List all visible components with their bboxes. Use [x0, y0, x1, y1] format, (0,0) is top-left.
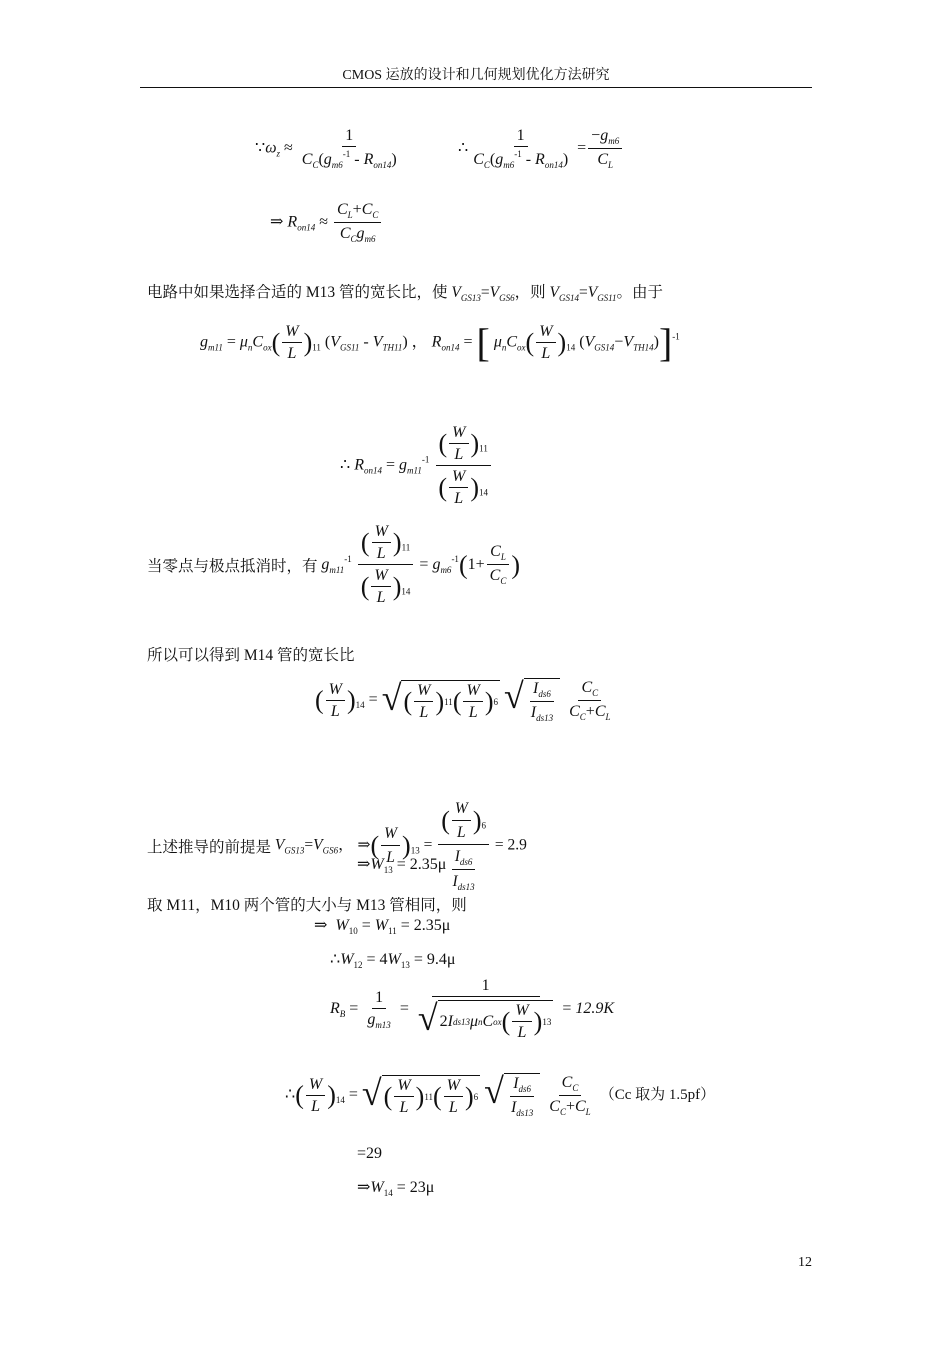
value-w12: 9.4μ — [426, 951, 456, 968]
value-rb: 12.9K — [575, 1000, 615, 1018]
equation-ron14-ratio: ∴ $R_{on14} = g_{m11}^{-1}$ ( $\frac{W}{L}$ )$_{11}$ ( $\frac{W}{L}$ )$_{14}$ — [340, 425, 493, 507]
page-number: 12 — [798, 1255, 812, 1270]
paragraph-width-selection: 电路中如果选择合适的 M13 管的宽长比，使 $V_{GS13}=V_{GS6}$，则 $V_{GS14}=V_{GS11}$。由于 — [147, 284, 664, 303]
equation-wl14: ( $\frac{W}{L}$ )$_{14}$ = √ ( $\frac{W}{L}$ ) 11 ( $\frac{W}{L}$ ) 6 √ $\frac{I_{ds6}}{I_{ds13}}$ $\frac{C_C}{C_C+C_L}$ — [315, 676, 611, 723]
equation-rb: $R_B$ = $\frac{1}{g_{m13}}$ = 1 √ 2 I ds13 μ n C ox ( $\frac{W}{L}$ ) 13 = 12.9K — [330, 977, 615, 1041]
paragraph-text: ，则 — [514, 284, 546, 301]
equation-wl14-final: ∴( $\frac{W}{L}$ )$_{14}$ = √ ( $\frac{W}{L}$ ) 11 ( $\frac{W}{L}$ ) 6 √ $\frac{I_{ds6}}{I_{ds13}}$ $\frac{C_C}{C_C+C_L}$ （Cc 取为 1.5pf） — [285, 1071, 716, 1118]
paragraph-text: 当零点与极点抵消时，有 — [147, 558, 318, 576]
equation-w12: $\therefore W_{12} = 4W_{13} = 9.4\mu$ — [330, 951, 456, 970]
paragraph-text: 。由于 — [616, 284, 664, 301]
value-ratio13: 2.9 — [507, 836, 527, 854]
equation-omega-z: $\because\omega_z$ ≈ $\frac{1}{C_C(g_{m6}^{-1} - R_{on14})}$ — [255, 127, 397, 170]
equation-ratio14-value: =29 — [357, 1145, 383, 1162]
paragraph-text: 电路中如果选择合适的 M13 管的宽长比，使 — [147, 284, 448, 301]
cc-note: （Cc 取为 1.5pf） — [599, 1087, 716, 1104]
equation-ron14-approx: ⇒ $R_{on14}$ ≈ $\frac{C_L+C_C}{C_Cg_{m6}}$ — [270, 202, 383, 244]
value-w14: 23μ — [409, 1179, 435, 1196]
paragraph-premise: 上述推导的前提是 $V_{GS13}=V_{GS6}$， ⇒( $\frac{W}{L}$ )$_{13}$ = ( $\frac{W}{L}$ )$_6$ $\frac{I_{ds6}}{I_{ds13}}$ = 2.9 — [147, 800, 527, 892]
paragraph-cancellation: 当零点与极点抵消时，有 $g_{m11}^{-1}$ ( $\frac{W}{L}$ )$_{11}$ ( $\frac{W}{L}$ )$_{14}$ = $g_{m6}^{-1}(1+$ $\frac{C_L}{C_C}$ ) — [147, 523, 520, 606]
header-rule — [140, 87, 812, 88]
value-w10-11: 2.35μ — [413, 917, 451, 934]
equation-w13: $\Rightarrow W_{13} = 2.35\mu$ — [357, 856, 447, 875]
equation-gm11-ron14: $g_{m11} = \mu_nC_{ox}$( $\frac{W}{L}$ )$_{11}$ $(V_{GS11} - V_{TH11})$ ， $R_{on14}$ = [ $\mu_nC_{ox}$( $\frac{W}{L}$ )$_{14}$ $(V_{GS14}-V_{TH14})]^{-1}$ — [200, 320, 680, 365]
equation-w10-w11: ⇒ $W_{10} = W_{11} = 2.35\mu$ — [314, 917, 451, 936]
paragraph-m14-ratio: 所以可以得到 M14 管的宽长比 — [147, 647, 355, 664]
paragraph-m10-m11: 取 M11，M10 两个管的大小与 M13 管相同，则 — [147, 897, 467, 914]
running-header: CMOS 运放的设计和几何规划优化方法研究 — [342, 68, 610, 83]
value-w13: 2.35μ — [409, 856, 447, 873]
paragraph-text: 上述推导的前提是 — [147, 839, 272, 856]
equation-w14: $\Rightarrow W_{14} = 23\mu$ — [357, 1179, 435, 1198]
equation-zero-pole: ∴ $\frac{1}{C_C(g_{m6}^{-1} - R_{on14})}$ = $\frac{-g_{m6}}{C_L}$ — [458, 128, 624, 170]
